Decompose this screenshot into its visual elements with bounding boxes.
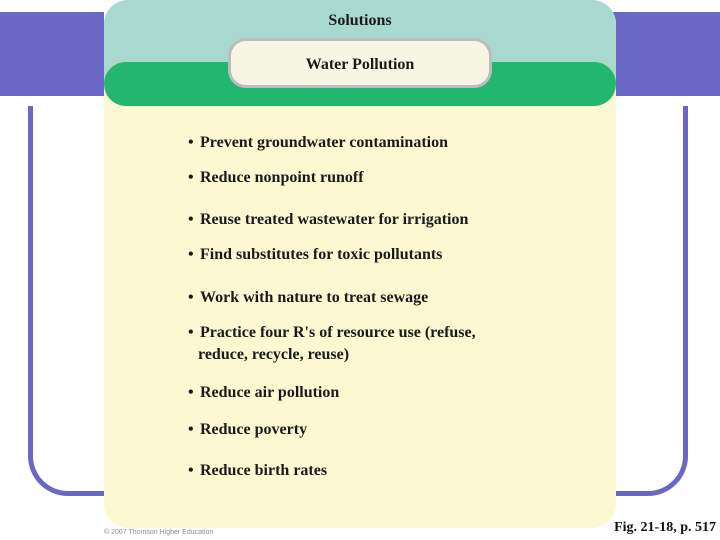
list-item xyxy=(188,287,588,309)
bullet: • xyxy=(188,384,194,401)
bullet: • xyxy=(188,462,194,479)
decor-line-left xyxy=(0,96,104,100)
bullet: • xyxy=(188,246,194,263)
list-item xyxy=(188,460,588,482)
item-text: Practice four R's of resource use (refuse, xyxy=(200,324,476,341)
list-item xyxy=(188,322,588,366)
item-text: Reduce nonpoint runoff xyxy=(200,169,364,186)
solutions-list xyxy=(104,0,616,528)
list-item xyxy=(188,209,588,231)
item-text: Reduce air pollution xyxy=(200,384,340,401)
solutions-panel xyxy=(104,0,616,528)
item-text: Work with nature to treat sewage xyxy=(200,289,429,306)
list-item xyxy=(188,167,588,189)
item-text: Reduce birth rates xyxy=(200,462,328,479)
bullet: • xyxy=(188,421,194,438)
item-text: Reduce poverty xyxy=(200,421,308,438)
decor-line-right xyxy=(612,96,720,100)
copyright-credit: © 2007 Thomson Higher Education xyxy=(104,529,214,536)
list-item xyxy=(188,132,588,154)
list-item xyxy=(188,244,588,266)
bullet: • xyxy=(188,211,194,228)
bullet: • xyxy=(188,324,194,341)
list-item xyxy=(188,382,588,404)
item-text: Reuse treated wastewater for irrigation xyxy=(200,211,469,228)
item-text-continued: reduce, recycle, reuse) xyxy=(198,346,350,363)
item-text: Prevent groundwater contamination xyxy=(200,134,448,151)
figure-reference: Fig. 21-18, p. 517 xyxy=(614,520,716,535)
bullet: • xyxy=(188,289,194,306)
subtitle-pill: Water Pollution xyxy=(228,38,492,88)
item-text: Find substitutes for toxic pollutants xyxy=(200,246,443,263)
list-item xyxy=(188,419,588,441)
decor-bar-right xyxy=(612,12,720,100)
decor-bar-left xyxy=(0,12,104,100)
bullet: • xyxy=(188,169,194,186)
bullet: • xyxy=(188,134,194,151)
page-title: Solutions xyxy=(328,12,392,29)
